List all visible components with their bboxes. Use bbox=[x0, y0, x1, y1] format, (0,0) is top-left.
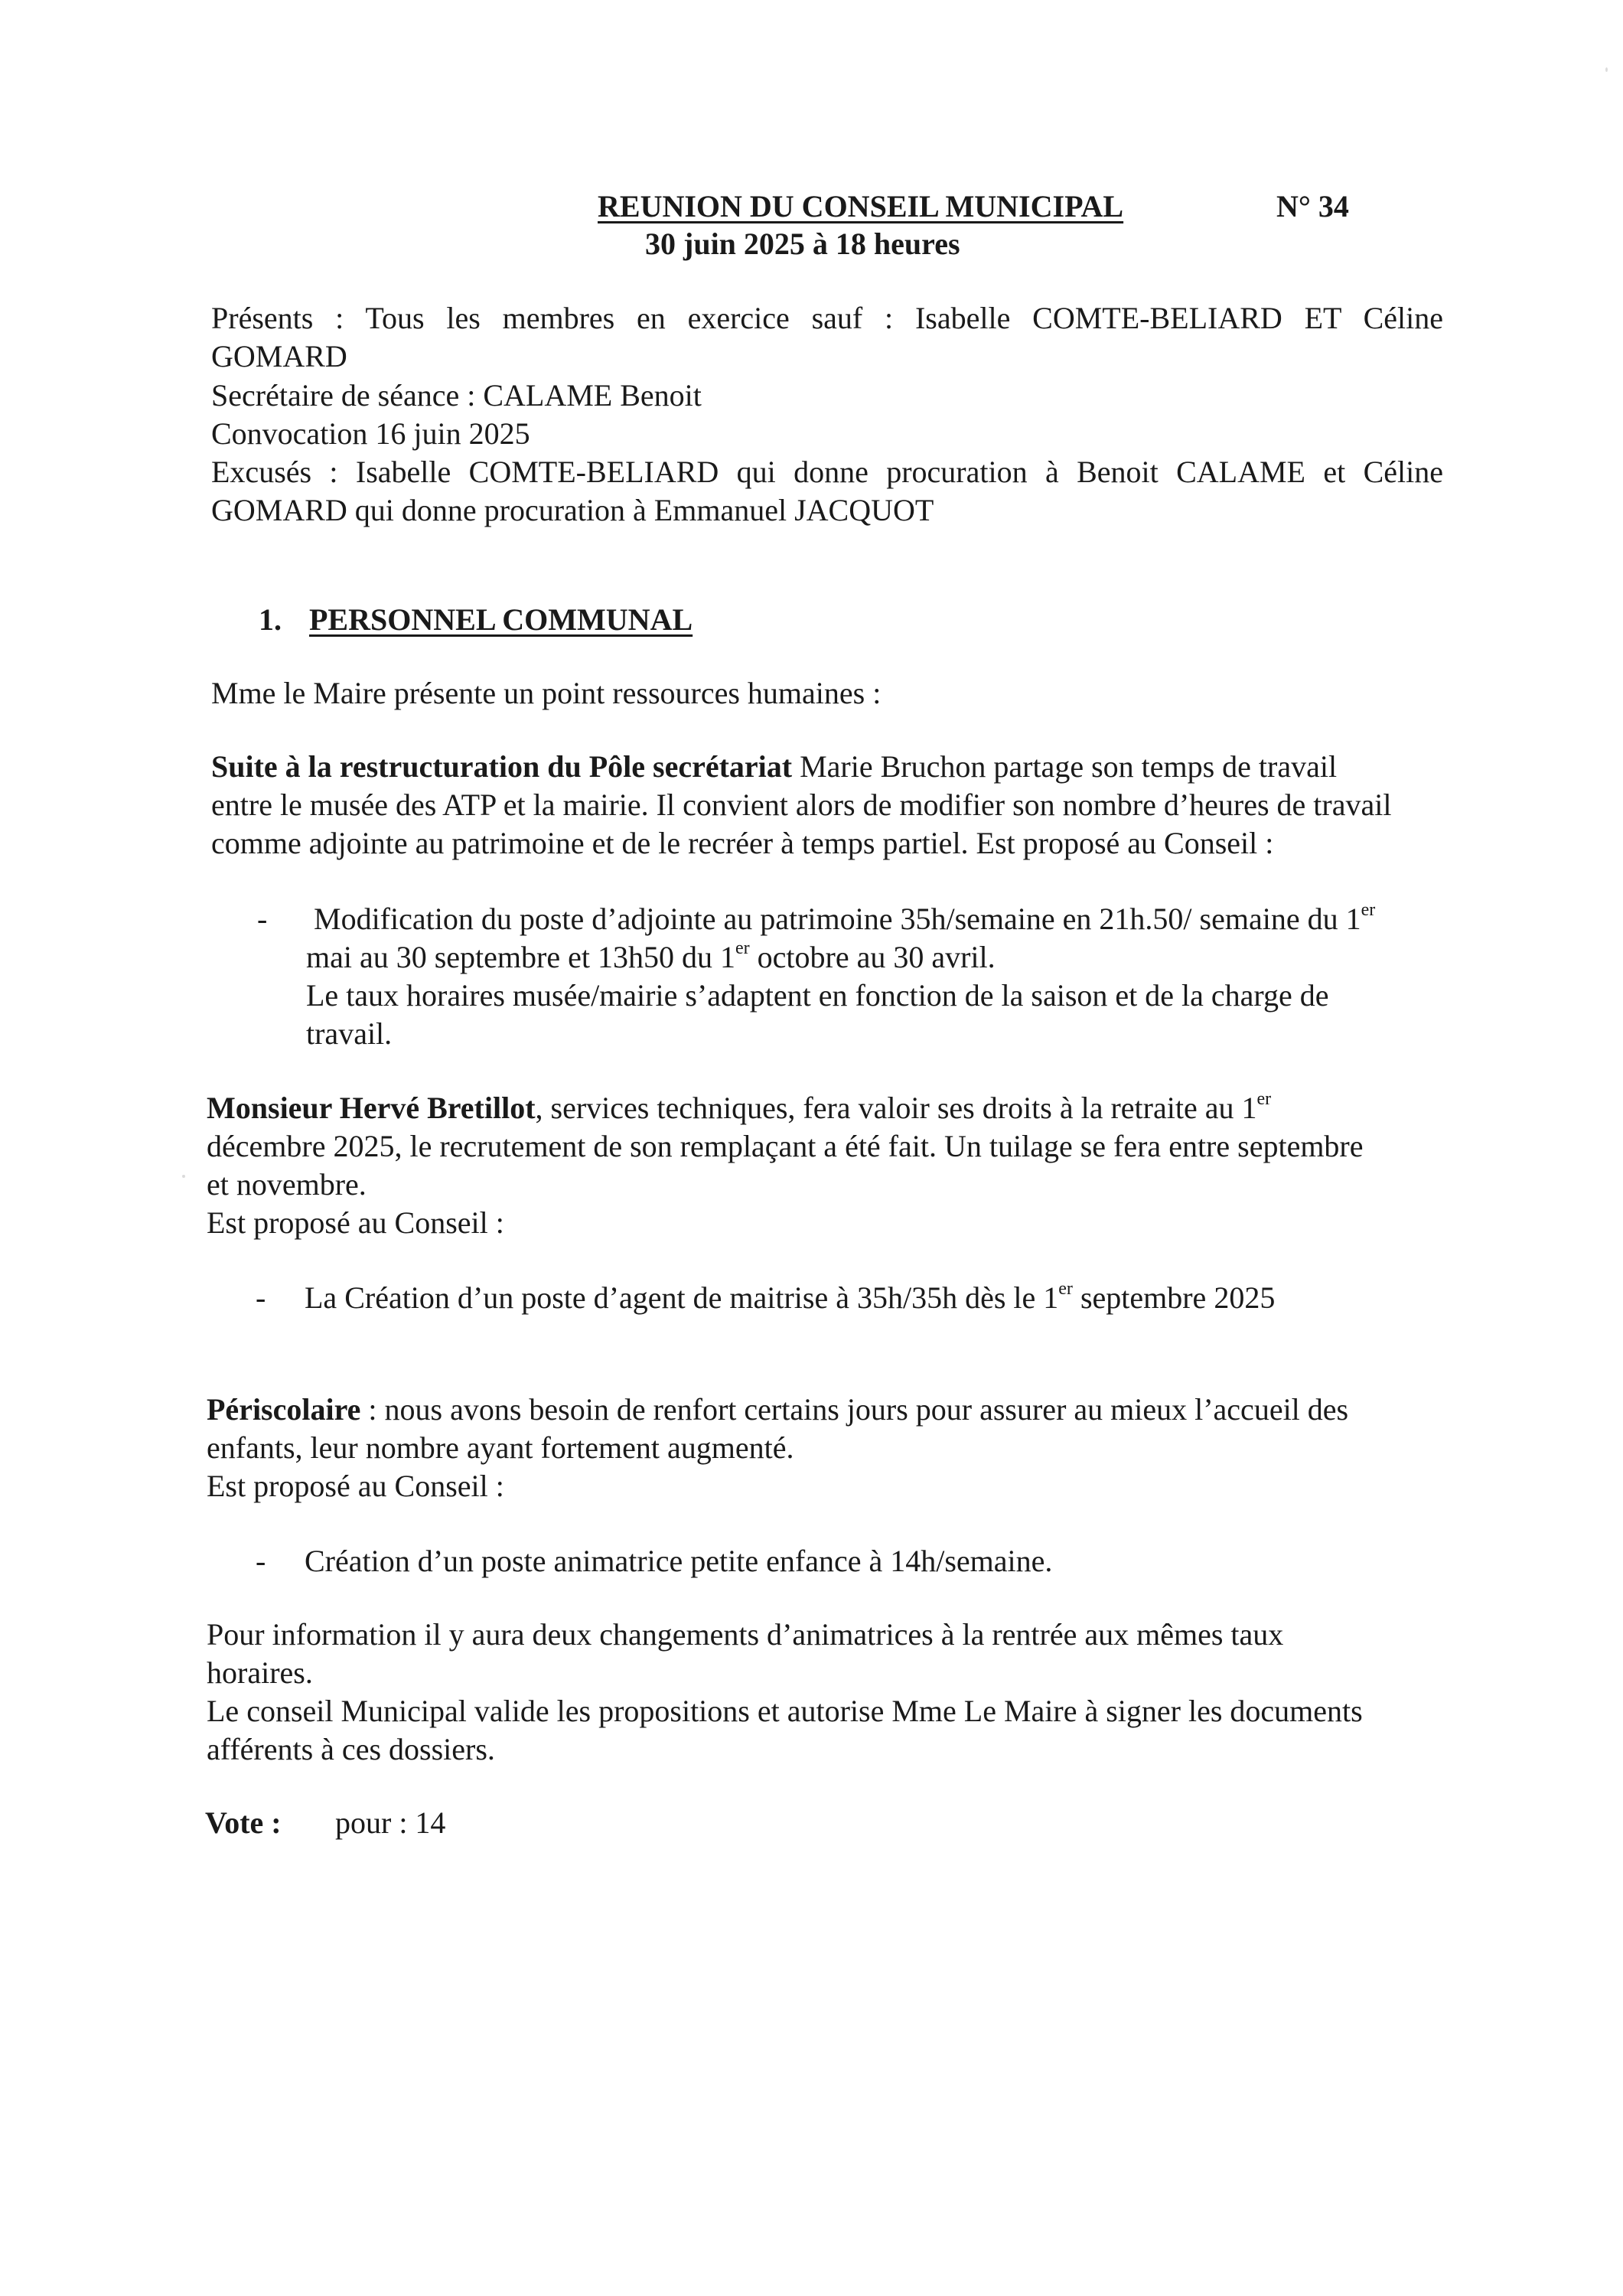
bullet1-line2-text-b: octobre au 30 avril. bbox=[749, 940, 996, 974]
document-title: REUNION DU CONSEIL MUNICIPAL bbox=[598, 189, 1124, 223]
bullet1-line3: Le taux horaires musée/mairie s’adaptent en fonction de la saison et de la charge de bbox=[306, 978, 1329, 1013]
convocation-date: Convocation 16 juin 2025 bbox=[211, 416, 530, 451]
bullet-dash: - bbox=[256, 1544, 266, 1578]
paragraph-info-line2: horaires. bbox=[207, 1655, 313, 1690]
paragraph-info-line3: Le conseil Municipal valide les propositions et autorise Mme Le Maire à signer les documents bbox=[207, 1694, 1363, 1728]
bullet-dash: - bbox=[256, 1280, 266, 1315]
bullet1-line4: travail. bbox=[306, 1016, 393, 1051]
bullet-dash: - bbox=[257, 902, 268, 936]
paragraph-secretariat-line1 bbox=[211, 748, 1337, 785]
paragraph-periscolaire-rest: : nous avons besoin de renfort certains jours pour assurer au mieux l’accueil des bbox=[360, 1392, 1349, 1427]
paragraph-periscolaire-line3: Est proposé au Conseil : bbox=[207, 1469, 504, 1503]
superscript-er: er bbox=[1256, 1088, 1272, 1109]
bullet2-text-b: septembre 2025 bbox=[1072, 1280, 1276, 1315]
paragraph-periscolaire-line1 bbox=[207, 1391, 1348, 1428]
section-intro: Mme le Maire présente un point ressources humaines : bbox=[211, 676, 882, 710]
section-title: PERSONNEL COMMUNAL bbox=[309, 602, 693, 637]
superscript-er: er bbox=[1361, 899, 1376, 920]
section-number: 1. bbox=[259, 602, 282, 637]
paragraph-secretariat-line3: comme adjointe au patrimoine et de le recréer à temps partiel. Est proposé au Conseil : bbox=[211, 826, 1274, 860]
paragraph-secretariat-rest: Marie Bruchon partage son temps de travail bbox=[792, 749, 1338, 784]
bullet1-line1 bbox=[314, 901, 1375, 938]
paragraph-retirement-lead: Monsieur Hervé Bretillot bbox=[207, 1091, 536, 1125]
scan-speck bbox=[1605, 67, 1608, 72]
paragraph-retirement-line3: et novembre. bbox=[207, 1167, 367, 1202]
paragraph-info-line4: afférents à ces dossiers. bbox=[207, 1732, 495, 1766]
present-members-line2: GOMARD bbox=[211, 339, 347, 373]
paragraph-info-line1: Pour information il y aura deux changements d’animatrices à la rentrée aux mêmes taux bbox=[207, 1617, 1284, 1652]
paragraph-retirement-line2: décembre 2025, le recrutement de son remplaçant a été fait. Un tuilage se fera entre septembre bbox=[207, 1129, 1364, 1163]
superscript-er: er bbox=[735, 938, 750, 958]
excused-members-line1: Excusés : Isabelle COMTE-BELIARD qui donne procuration à Benoit CALAME et Céline bbox=[211, 455, 1443, 489]
vote-result: pour : 14 bbox=[335, 1805, 446, 1840]
bullet2-text-a: La Création d’un poste d’agent de maitrise à 35h/35h dès le 1 bbox=[305, 1280, 1059, 1315]
superscript-er: er bbox=[1058, 1278, 1073, 1299]
bullet1-line2-text-a: mai au 30 septembre et 13h50 du 1 bbox=[306, 940, 735, 974]
bullet3-text: Création d’un poste animatrice petite enfance à 14h/semaine. bbox=[305, 1544, 1053, 1578]
paragraph-retirement-line4: Est proposé au Conseil : bbox=[207, 1205, 504, 1240]
paragraph-secretariat-line2: entre le musée des ATP et la mairie. Il convient alors de modifier son nombre d’heures de travail bbox=[211, 788, 1392, 822]
document-number: N° 34 bbox=[1276, 189, 1349, 223]
paragraph-retirement-rest: , services techniques, fera valoir ses droits à la retraite au 1 bbox=[535, 1091, 1257, 1125]
bullet1-line1-text: Modification du poste d’adjointe au patrimoine 35h/semaine en 21h.50/ semaine du 1 bbox=[314, 902, 1361, 936]
bullet2-text bbox=[305, 1280, 1275, 1316]
present-members-line1: Présents : Tous les membres en exercice sauf : Isabelle COMTE-BELIARD ET Céline bbox=[211, 301, 1443, 335]
paragraph-secretariat-lead: Suite à la restructuration du Pôle secrétariat bbox=[211, 749, 793, 784]
vote-label: Vote : bbox=[205, 1805, 282, 1840]
session-secretary: Secrétaire de séance : CALAME Benoit bbox=[211, 378, 702, 413]
meeting-date: 30 juin 2025 à 18 heures bbox=[645, 227, 960, 261]
paragraph-periscolaire-line2: enfants, leur nombre ayant fortement augmenté. bbox=[207, 1430, 794, 1465]
paragraph-periscolaire-lead: Périscolaire bbox=[207, 1392, 361, 1427]
bullet1-line2 bbox=[306, 939, 996, 976]
paragraph-retirement-line1 bbox=[207, 1090, 1271, 1127]
excused-members-line2: GOMARD qui donne procuration à Emmanuel JACQUOT bbox=[211, 493, 934, 527]
scan-speck bbox=[182, 1175, 185, 1178]
